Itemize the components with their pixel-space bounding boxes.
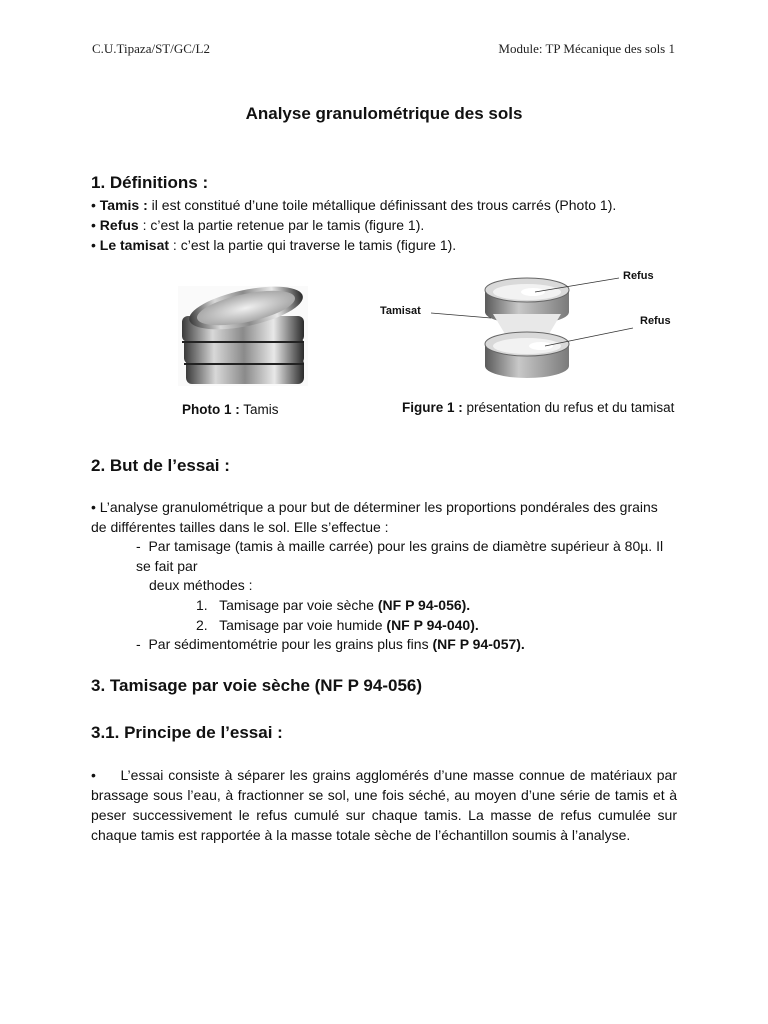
header-right: Module: TP Mécanique des sols 1: [498, 41, 675, 56]
section2-heading: 2. But de l’essai :: [91, 456, 230, 475]
label-refus-right: Refus: [640, 315, 671, 327]
method-ref: (NF P 94-056).: [377, 597, 471, 613]
definition-text: : c’est la partie retenue par le tamis (figure 1).: [138, 217, 425, 233]
dash-item-sedimentation: - Par sédimentométrie pour les grains plus fins (NF P 94-057).: [136, 636, 525, 652]
caption-label: Photo 1 :: [182, 402, 240, 417]
dash-text: Par sédimentométrie pour les grains plus fins: [148, 636, 433, 652]
definition-text: il est constitué d’une toile métallique définissant des trous carrés (Photo 1).: [147, 197, 617, 213]
sieve-photo: [178, 286, 308, 386]
caption-label: Figure 1 :: [402, 400, 463, 415]
caption-text: Tamis: [239, 402, 279, 417]
dash-ref: (NF P 94-057).: [432, 636, 525, 652]
label-refus-top: Refus: [623, 270, 654, 282]
paragraph-text: L’essai consiste à séparer les grains agglomérés d’une masse connue de matériaux par brassage sous l’eau, à fractionner se sol, une fois séché, au moyen d’une série de tamis et à peser successivement le refus cumulé sur chaque tamis. La masse de refus cumulée sur chaque tamis est rapportée à la masse totale sèche de l’échantillon soumis à l’analyse.: [91, 767, 677, 843]
method-list: [196, 595, 479, 635]
list-item: • Refus : c’est la partie retenue par le tamis (figure 1).: [91, 217, 425, 233]
figure1-caption: [402, 400, 674, 415]
section3-1-heading: 3.1. Principe de l’essai :: [91, 723, 283, 742]
definition-term: Le tamisat: [99, 237, 170, 253]
label-tamisat: Tamisat: [380, 305, 421, 317]
dash-text: Par tamisage (tamis à maille carrée) pour les grains de diamètre supérieur à 80µ. Il: [148, 538, 664, 554]
method-text: Tamisage par voie humide: [219, 617, 387, 633]
photo1-caption: [182, 402, 279, 417]
definition-term: Refus: [99, 217, 139, 233]
header-left: C.U.Tipaza/ST/GC/L2: [92, 41, 210, 56]
dash-item-sieving: - Par tamisage (tamis à maille carrée) pour les grains de diamètre supérieur à 80µ. Il se fait par: [136, 536, 676, 576]
intro-line-2: de différentes tailles dans le sol. Elle s’effectue :: [91, 519, 389, 535]
principle-paragraph: • L’essai consiste à séparer les grains agglomérés d’une masse connue de matériaux par brassage sous l’eau, à fractionner se sol, une fois séché, au moyen d’une série de tamis et à peser successivement le refus cumulé sur chaque tamis. La masse de refus cumulée sur chaque tamis est rapportée à la masse totale sèche de l’échantillon soumis à l’analyse.: [91, 767, 677, 843]
method-text: Tamisage par voie sèche: [219, 597, 378, 613]
list-item: • Tamis : il est constitué d’une toile métallique définissant des trous carrés (Photo 1).: [91, 197, 617, 213]
section2-intro: • L’analyse granulométrique a pour but de déterminer les proportions pondérales des grains de différentes tailles dans le sol. Elle s’effectue :: [91, 499, 658, 535]
list-item: 2. Tamisage par voie humide (NF P 94-040).: [196, 617, 479, 633]
list-item: 1. Tamisage par voie sèche (NF P 94-056).: [196, 597, 471, 613]
section3-heading: 3. Tamisage par voie sèche (NF P 94-056): [91, 676, 423, 695]
definition-text: : c’est la partie qui traverse le tamis (figure 1).: [169, 237, 457, 253]
dash-text-2: se fait par: [136, 558, 198, 574]
definition-term: Tamis :: [99, 197, 148, 213]
method-ref: (NF P 94-040).: [386, 617, 479, 633]
intro-line: L’analyse granulométrique a pour but de déterminer les proportions pondérales des grains: [99, 499, 658, 515]
list-item: • Le tamisat : c’est la partie qui traverse le tamis (figure 1).: [91, 237, 457, 253]
methods-intro: deux méthodes :: [149, 577, 253, 593]
section1-heading: 1. Définitions :: [91, 173, 209, 192]
page-title: Analyse granulométrique des sols: [245, 104, 523, 123]
caption-text: présentation du refus et du tamisat: [462, 400, 675, 415]
definition-list: [91, 195, 616, 255]
